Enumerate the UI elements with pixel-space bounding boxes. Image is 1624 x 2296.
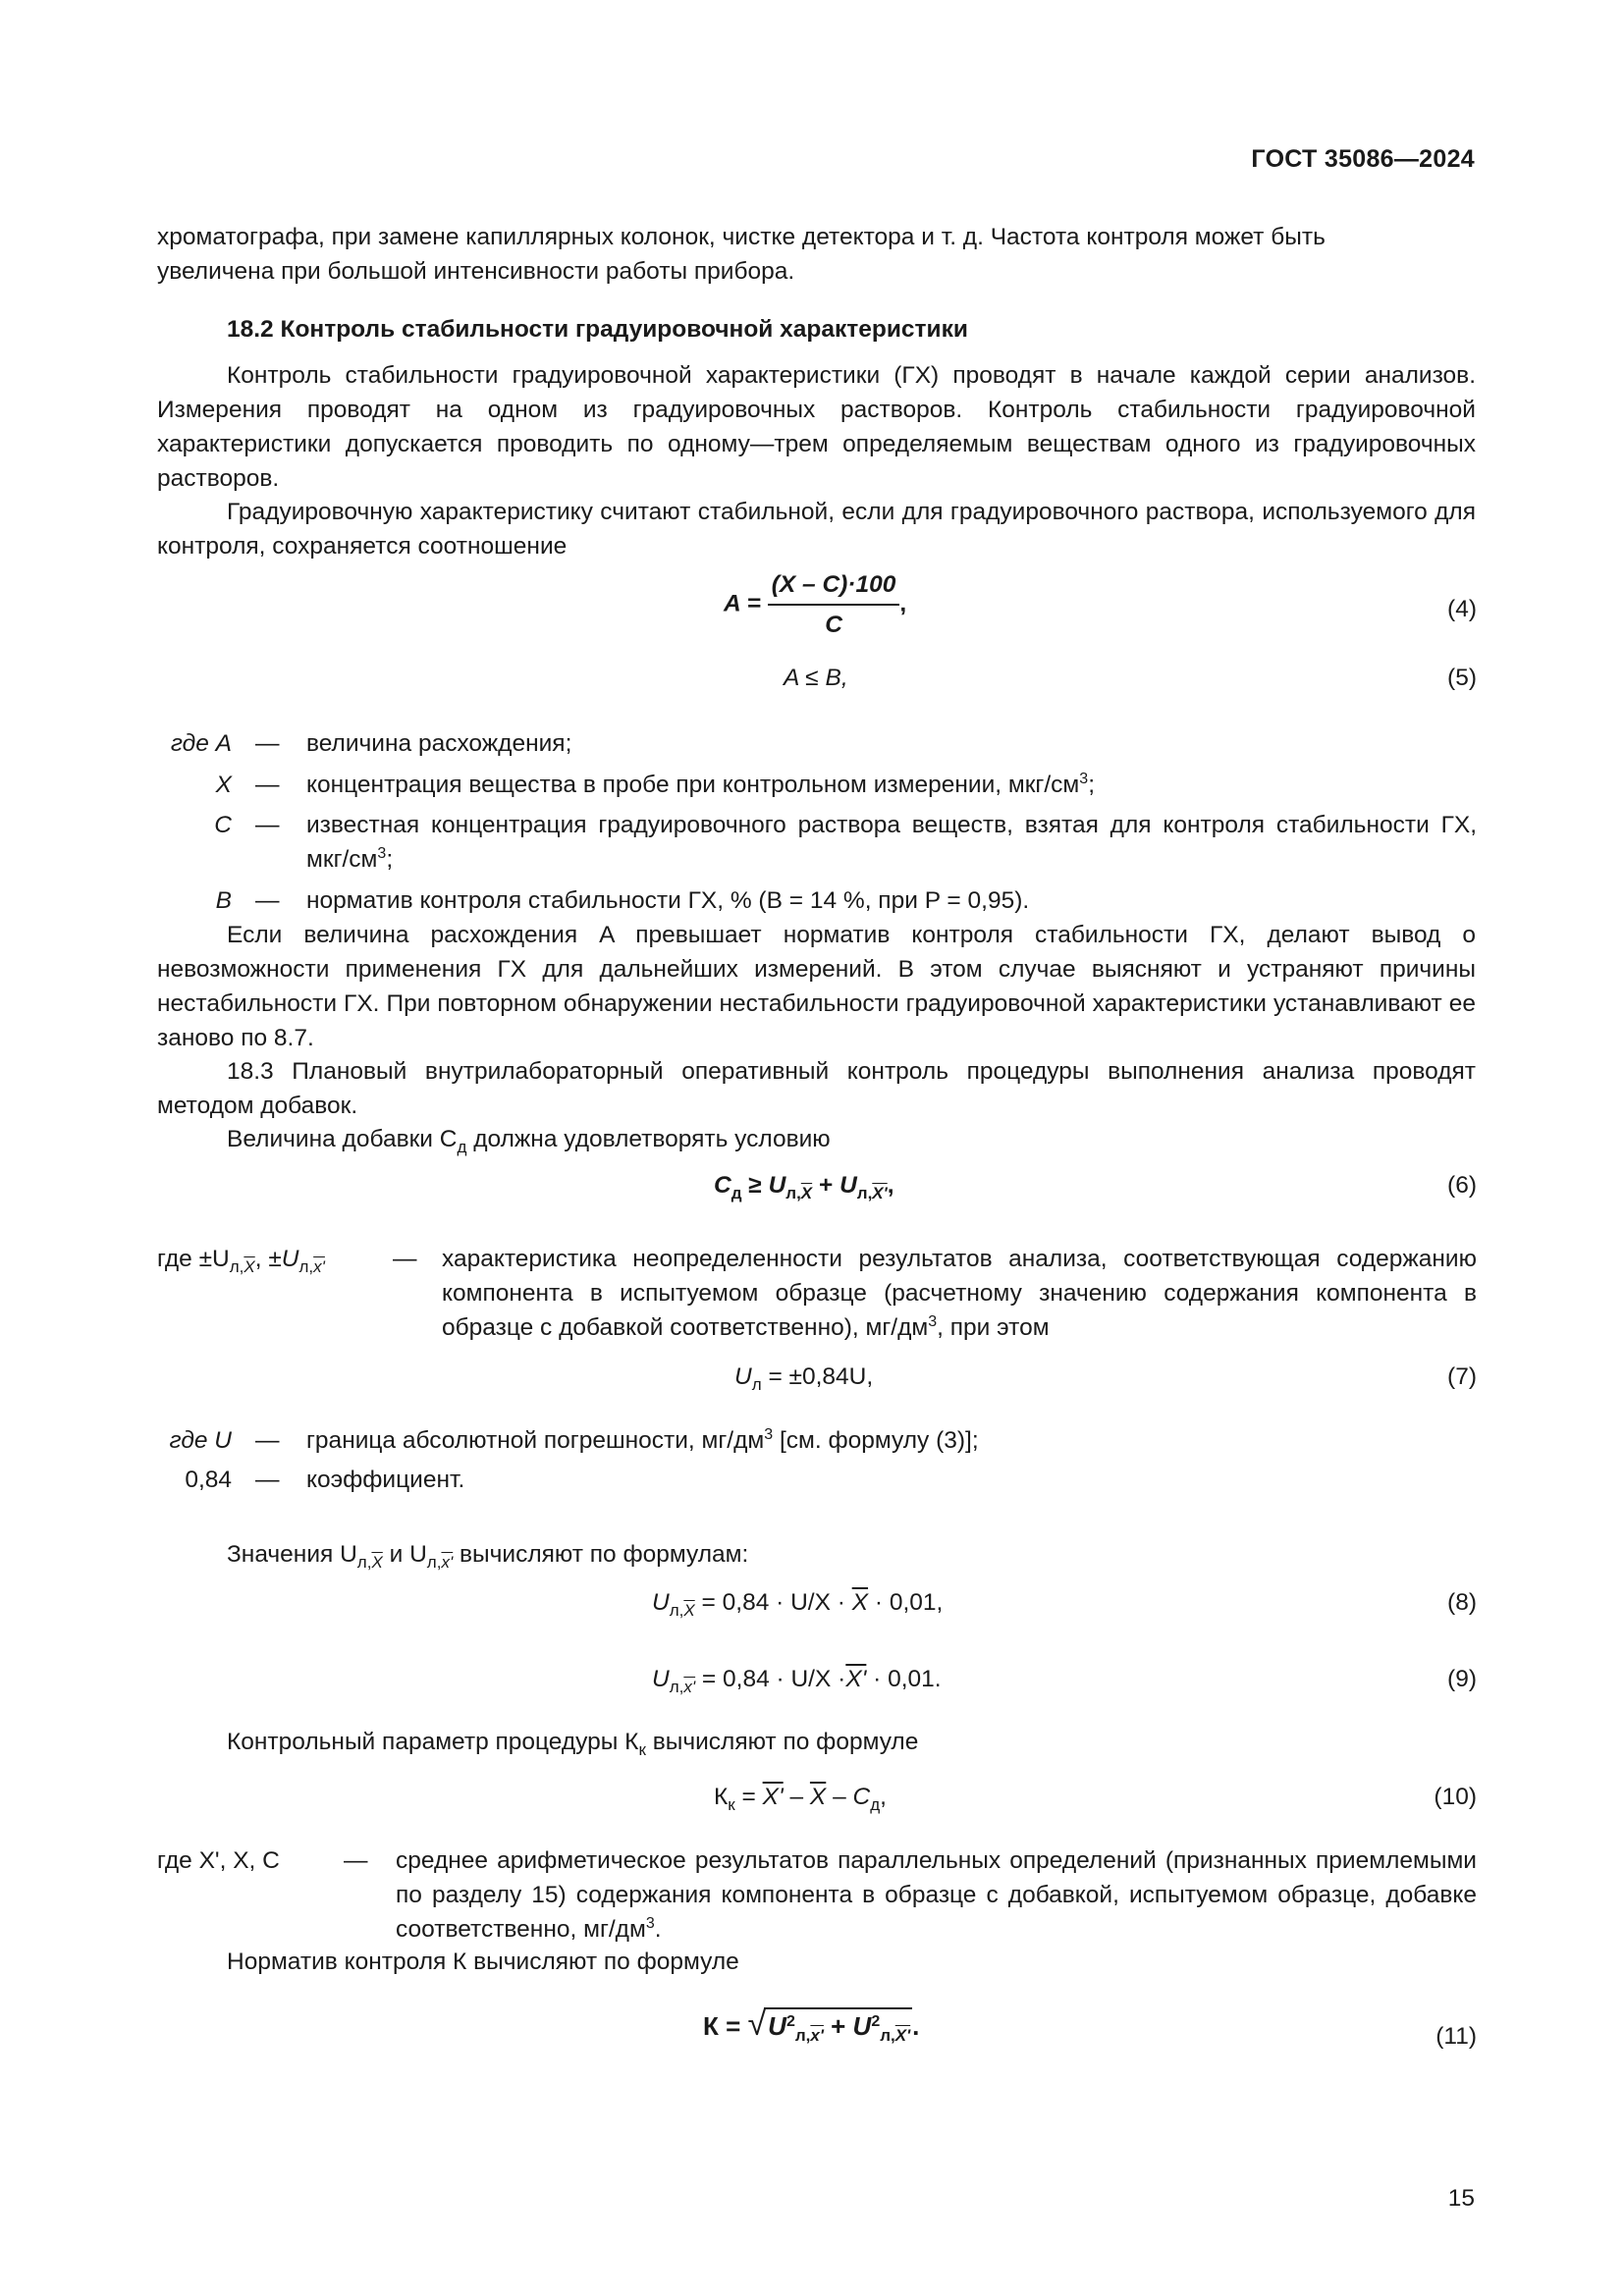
formula-8-number: (8) (1447, 1589, 1477, 1616)
formula-6: $C_д \ge U_{л,\overline{X}} + U_{л,X'}$, (714, 1172, 894, 1202)
intro-line-2: увеличена при большой интенсивности работы прибора. (157, 258, 795, 285)
formula-9: $U_{л,x'} = 0,84 \cdot U/X \cdot X' \cdot 0,01$. (652, 1666, 942, 1696)
definition-symbol: где $\pm U_{л,\overline{X}}$, $\pm U_{л,x'}$ (157, 1246, 325, 1276)
definition-symbol: 0,84 (185, 1467, 232, 1493)
definition-symbol: X (215, 772, 232, 798)
paragraph-discrepancy: Если величина расхождения A превышает норматив контроля стабильности ГХ, делают вывод о невозможности применения ГХ для дальнейших измерений. В этом случае выясняют и устраняют причины нестабильности ГХ. При повторном обнаружении нестабильности градуировочной характеристики устанавливают ее заново по 8.7. (157, 922, 1476, 1051)
formula-8: $U_{л,\overline{X}} = 0,84 \cdot U/X \cdot \overline{X} \cdot 0,01$, (652, 1589, 944, 1620)
formula-4-fraction (768, 567, 900, 642)
formula-4: A = $\frac{(X - C)\cdot 100}{C}$ , (724, 567, 906, 642)
page-number: 15 (1447, 2185, 1475, 2212)
document-page: ГОСТ 35086—2024 хроматографа, при замене капиллярных колонок, чистке детектора и т. д. Частота контроля может быть увеличена при большой интенсивности работы прибора. 18.2 Контроль стабильности градуировочной характеристики Контроль стабильности градуировочной характеристики (ГХ) проводят в начале каждой серии анализов. Измерения проводят на одном из градуировочных растворов. Контроль стабильности градуировочной характеристики допускается проводить по одному—трем определяемым веществам одного из градуировочных растворов. Градуировочную характеристику считают стабильной, если для градуировочного раствора, используемого для контроля, сохраняется соотношение A = $\frac{(X - C)\cdot 100}{C}$ , (4) A ≤ B, (5) где A — величина расхождения; X — концентрация вещества в пробе при контрольном измерении, мкг/$см^3$; C — известная концентрация градуировочного раствора веществ, взятая для контроля стабильности ГХ, мкг/$см^3$; B — норматив контроля стабильности ГХ, % (B = 14 %, при P = 0,95). Если величина расхождения A превышает норматив контроля стабильности ГХ, делают вывод о невозможности применения ГХ для дальнейших измерений. В этом случае выясняют и устраняют причины нестабильности ГХ. При повторном обнаружении нестабильности градуировочной характеристики устанавливают ее заново по 8.7. 18.3 Плановый внутрилабораторный оперативный контроль процедуры выполнения анализа проводят методом добавок. Величина добавки $C_д$ должна удовлетворять условию $C_д \ge U_{л,\overline{X}} + U_{л,X'}$, (6) где $\pm U_{л,\overline{X}}$, $\pm U_{л,x'}$ — характеристика неопределенности результатов анализа, соответствующая содержанию компонента в испытуемом образце (расчетному значению содержания компонента в образце с добавкой соответственно), $мг/дм^3$, при этом $U_л = \pm 0,84U$, (7) где U — граница абсолютной погрешности, $мг/дм^3$ [см. формулу (3)]; 0,84 — коэффициент. Значения $U_{л,\overline{X}}$ и $U_{л,x'}$ вычисляют по формулам: $U_{л,\overline{X}} = 0,84 \cdot U/X \cdot \overline{X} \cdot 0,01$, (8) $U_{л,x'} = 0,84 \cdot U/X \cdot X' \cdot 0,01$. (9) Контрольный параметр процедуры $К_к$ вычисляют по формуле $К_к = X' - \overline{X} - C_д$, (10) где X', X, C — среднее арифметическое результатов параллельных определений (признанных приемлемыми по разделу 15) содержания компонента в образце с добавкой, испытуемом образце, добавке соответственно, $мг/дм^3$. Норматив контроля К вычисляют по формуле $К = √U^2_{л,x'} + U^2_{л,X'}$. (11) 15 (0, 0, 1624, 2296)
formula-10-number: (10) (1434, 1784, 1477, 1810)
formula-7-number: (7) (1447, 1363, 1477, 1390)
formula-4-lhs: A = (724, 590, 761, 617)
formula-4-numerator: (X – C)·100 (768, 567, 900, 606)
section-18-2-paragraph-2: Градуировочную характеристику считают стабильной, если для градуировочного раствора, используемого для контроля, сохраняется соотношение (157, 499, 1476, 560)
section-18-2-paragraph-1: Контроль стабильности градуировочной характеристики (ГХ) проводят в начале каждой серии анализов. Измерения проводят на одном из градуировочных растворов. Контроль стабильности градуировочной характеристики допускается проводить по одному—трем определяемым веществам одного из градуировочных растворов. (157, 362, 1476, 492)
section-18-2-heading: 18.2 Контроль стабильности градуировочной характеристики (227, 316, 968, 343)
paragraph-norm: Норматив контроля К вычисляют по формуле (227, 1949, 739, 1975)
definition-symbol: B (215, 887, 232, 914)
definition-symbol: где U (169, 1427, 232, 1454)
formula-9-number: (9) (1447, 1666, 1477, 1692)
intro-line-1: хроматографа, при замене капиллярных колонок, чистке детектора и т. д. Частота контроля может быть (157, 224, 1326, 250)
formula-4-denominator: C (825, 612, 842, 638)
paragraph-control-parameter: Контрольный параметр процедуры $К_к$ вычисляют по формуле (227, 1729, 919, 1759)
formula-4-number: (4) (1447, 596, 1477, 622)
formula-6-number: (6) (1447, 1172, 1477, 1199)
document-header: ГОСТ 35086—2024 (1251, 145, 1475, 173)
formula-5: A ≤ B, (784, 665, 848, 691)
formula-11: $К = √U^2_{л,x'} + U^2_{л,X'}$. (703, 2007, 919, 2053)
paragraph-values: Значения $U_{л,\overline{X}}$ и $U_{л,x'}$ вычисляют по формулам: (227, 1541, 749, 1572)
definition-symbol: где A (170, 730, 232, 757)
definition-symbol: где X', X, C (157, 1847, 280, 1874)
formula-7: $U_л = \pm 0,84U$, (734, 1363, 874, 1394)
definition-symbol: C (214, 812, 232, 838)
section-18-3-paragraph-1: 18.3 Плановый внутрилабораторный оперативный контроль процедуры выполнения анализа проводят методом добавок. (157, 1058, 1476, 1119)
section-18-3-paragraph-2: Величина добавки $C_д$ должна удовлетворять условию (227, 1126, 831, 1156)
formula-10: $К_к = X' - \overline{X} - C_д$, (714, 1784, 887, 1814)
formula-5-number: (5) (1447, 665, 1477, 691)
formula-11-number: (11) (1435, 2023, 1477, 2050)
